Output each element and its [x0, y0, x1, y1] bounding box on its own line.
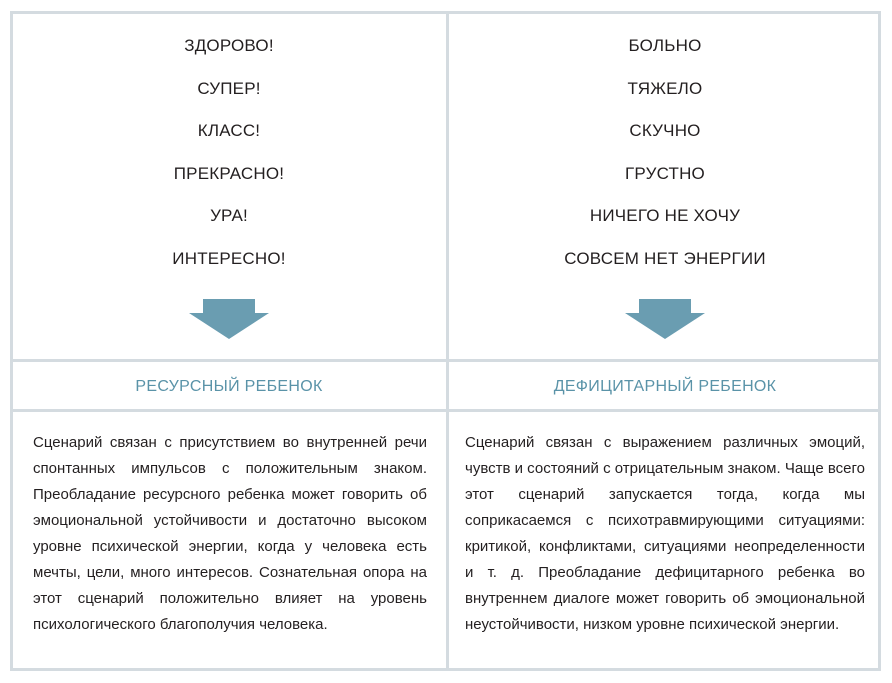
word-item: СОВСЕМ НЕТ ЭНЕРГИИ — [564, 248, 766, 268]
word-item: ГРУСТНО — [625, 163, 705, 183]
word-item: ЗДОРОВО! — [184, 36, 274, 55]
positive-words-list — [13, 34, 445, 290]
resource-child-description: Сценарий связан с присутствием во внутренней речи спонтанных импульсов с положительным знаком. Преобладание ресурсного ребенка может говорить об эмоциональной устойчивости и достаточно высоком уровне психической энергии, когда у человека есть мечты, цели, много интересов. Сознательная опора на этот сценарий положительно влияет на уровень психологического благополучия человека. — [33, 434, 427, 633]
negative-words-list — [449, 34, 881, 290]
word-item: КЛАСС! — [197, 121, 261, 141]
deficit-child-heading: ДЕФИЦИТАРНЫЙ РЕБЕНОК — [553, 378, 777, 395]
word-item: УРА! — [210, 206, 248, 226]
word-item: ИНТЕРЕСНО! — [172, 248, 286, 268]
word-item: НИЧЕГО НЕ ХОЧУ — [589, 206, 741, 226]
word-item: СКУЧНО — [629, 121, 701, 141]
row-divider-top — [13, 359, 878, 362]
resource-child-heading: РЕСУРСНЫЙ РЕБЕНОК — [135, 378, 323, 395]
word-item: ТЯЖЕЛО — [627, 78, 703, 98]
down-arrow-icon — [625, 299, 705, 339]
comparison-table — [10, 11, 881, 671]
deficit-child-description: Сценарий связан с выражением различных эмоций, чувств и состояний с отрицательным знаком. Чаще всего этот сценарий запускается тогда, когда мы соприкасаемся с психотравмирующими ситуациями: критикой, конфликтами, ситуациями неопределенности и т. д. Преобладание дефицитарного ребенка во внутреннем диалоге может говорить об эмоциональной неустойчивости, низком уровне психической энергии. — [465, 434, 865, 633]
word-item: СУПЕР! — [197, 78, 261, 98]
word-item: БОЛЬНО — [628, 36, 702, 55]
word-item: ПРЕКРАСНО! — [173, 163, 285, 183]
down-arrow-icon — [189, 299, 269, 339]
